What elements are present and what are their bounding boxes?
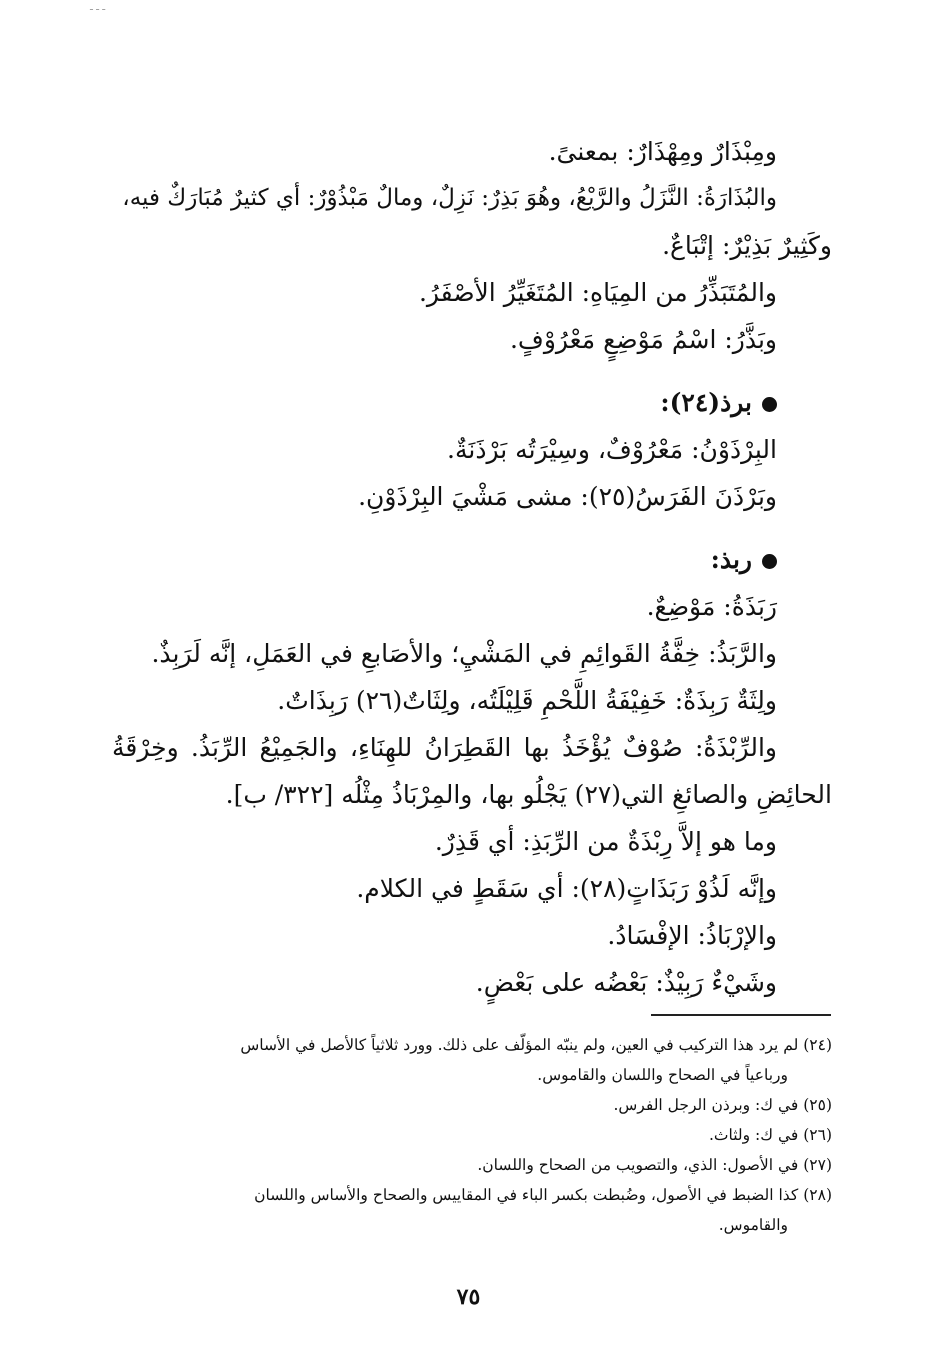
text-line: رَبَذَةُ: مَوْضِعٌ. [646, 592, 777, 621]
main-text [112, 128, 832, 1006]
page-number: ٧٥ [456, 1284, 481, 1310]
footnote-line: (٢٨) كذا الضبط في الأصول، وضُبطت بكسر الباء في المقاييس والصحاح والأساس واللسان [254, 1186, 832, 1204]
text-line: والبُذَارَةُ: النَّزَلُ والرَّيْعُ، وهُوَ بَذِرٌ: نَزِلٌ، ومالٌ مَبْذُوْرٌ: أي كثيرٌ مُبَارَكٌ فيه، [122, 185, 777, 211]
bullet-icon [762, 554, 777, 569]
entry-heading [112, 536, 832, 583]
footnote-line: (٢٥) في ك: وبرذن الرجل الفرس. [613, 1096, 832, 1114]
text-line: والإرْبَاذُ: الإفْسَادُ. [607, 921, 777, 950]
heading-text: ربذ: [710, 545, 752, 574]
text-line: وما هو إلاَّ رِبْذَةٌ من الرِّبَذِ: أي قَذِرٌ. [434, 827, 777, 856]
text-line: البِرْذَوْنُ: مَعْرُوْفٌ، وسِيْرَتُه بَرْذَنَةٌ. [447, 435, 777, 464]
text-line: وكَثِيرٌ بَذِيْرٌ: إتْبَاعٌ. [662, 231, 832, 260]
bullet-icon [762, 397, 777, 412]
footnote-divider [651, 1014, 831, 1016]
text-line: وبَرْذَنَ الفَرَسُ(٢٥): مشى مَشْيَ البِرْذَوْنِ. [358, 482, 777, 511]
footnote-line: (٢٧) في الأصول: الذي، والتصويب من الصحاح واللسان. [477, 1156, 832, 1174]
text-line: وإنَّه لَذُوْ رَبَذَاتٍ(٢٨): أي سَقَطٍ في الكلام. [356, 874, 777, 903]
entry-heading [112, 379, 832, 426]
text-line: ولِثَةٌ رَبِذَةٌ: خَفِيْفَةُ اللَّحْمِ قَلِيْلَتُه، ولِثَاتٌ(٢٦) رَبِذَاتٌ. [277, 686, 777, 715]
corner-mark: ـ ـ ـ [90, 2, 106, 13]
footnotes [112, 1030, 832, 1240]
footnote-line: ورباعياً في الصحاح واللسان والقاموس. [537, 1066, 788, 1084]
footnote-line: والقاموس. [718, 1216, 788, 1234]
heading-text: برذ(٢٤): [660, 388, 752, 417]
text-line: والرَّبَذُ: خِفَّةُ القَوائِمِ في المَشْيِ؛ والأصَابعِ في العَمَلِ، إنَّه لَرَبِذٌ. [151, 639, 777, 668]
text-line: وشَيْءٌ رَبِيْذٌ: بَعْضُه على بَعْضٍ. [475, 968, 777, 997]
footnote-line: (٢٦) في ك: ولثاث. [709, 1126, 832, 1144]
text-line: والرِّبْذَةُ: صُوْفٌ يُؤْخَذُ بها القَطِرَانُ للهِنَاءِ، والجَمِيْعُ الرِّبَذُ. وخِرْقَةُ [112, 733, 777, 762]
footnote-line: (٢٤) لم يرد هذا التركيب في العين، ولم ينبّه المؤلّف على ذلك. وورد ثلاثياً كالأصل في الأساس [240, 1036, 832, 1054]
text-line: وبَذَّرُ: اسْمُ مَوْضِعٍ مَعْرُوْفٍ. [509, 325, 777, 354]
text-line: الحائِضِ والصائغِ التي(٢٧) يَجْلُو بها، والمِرْبَاذُ مِثْلُه [٣٢٢/ ب]. [225, 780, 832, 809]
text-line: والمُتَبَذِّرُ من المِيَاهِ: المُتَغَيِّرُ الأصْفَرُ. [418, 278, 777, 307]
text-line: ومِبْذَارٌ ومِهْذَارٌ: بمعنىً. [548, 137, 777, 166]
